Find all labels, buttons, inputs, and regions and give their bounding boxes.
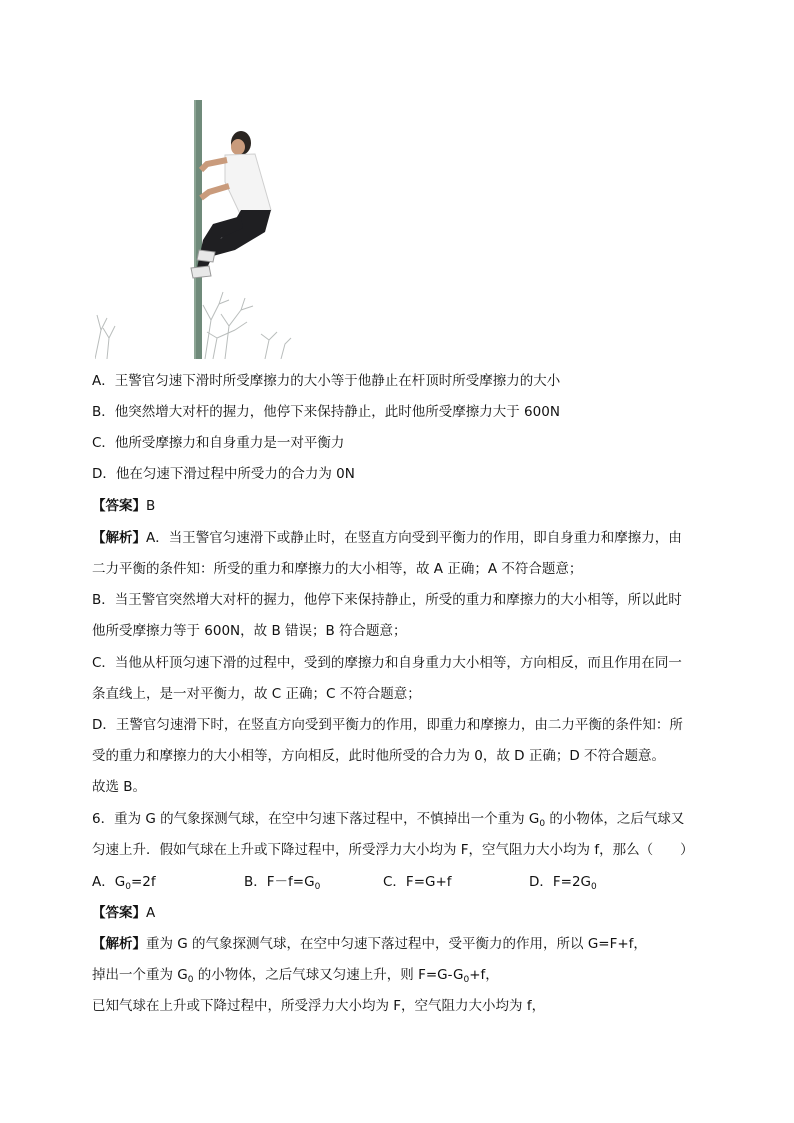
answer-line-1 [92,496,155,516]
option-c: C．他所受摩擦力和自身重力是一对平衡力 [92,435,345,451]
analysis-2-line-2: 掉出一个重为 $G_0$ 的小物体，之后气球又匀速上升，则 $F=G-G_0+f$， [92,967,499,985]
answer-value: B [146,498,156,514]
analysis-1-line-4: 他所受摩擦力等于 600N，故 B 错误；B 符合题意； [92,623,407,639]
analysis-1-line-9: 故选 B。 [92,779,147,795]
q6-option-a: A．$G_0=2f$ [92,874,156,892]
answer-line-2 [92,903,155,923]
question-6-line-2: 匀速上升．假如气球在上升或下降过程中，所受浮力大小均为 F，空气阻力大小均为 f，那么（ ） [92,842,694,858]
analysis-2-line-1: 【解析】重为 G 的气象探测气球，在空中匀速下落过程中，受平衡力的作用，所以 G=F+f， [92,936,647,952]
option-d: D．他在匀速下滑过程中所受力的合力为 0N [92,466,355,482]
answer-value: A [146,905,156,921]
option-b: B．他突然增大对杆的握力，他停下来保持静止，此时他所受摩擦力大于 600N [92,404,560,420]
analysis-1-line-7: D．王警官匀速滑下时，在竖直方向受到平衡力的作用，即重力和摩擦力，由二力平衡的条件知：所 [92,717,683,733]
analysis-1-line-2: 二力平衡的条件知：所受的重力和摩擦力的大小相等，故 A 正确；A 不符合题意； [92,561,583,577]
analysis-1-line-6: 条直线上，是一对平衡力，故 C 正确；C 不符合题意； [92,686,421,702]
q6-option-c: C．F=G+f [383,874,452,890]
answer-label: 【答案】 [92,905,146,921]
question-6-line-1: 6．重为 G 的气象探测气球，在空中匀速下落过程中，不慎掉出一个重为 $G_0$ 的小物体，之后气球又 [92,811,685,829]
pole-climber-photo [95,100,295,359]
analysis-1-line-3: B．当王警官突然增大对杆的握力，他停下来保持静止，所受的重力和摩擦力的大小相等，所以此时 [92,592,682,608]
analysis-label: 【解析】 [92,936,146,952]
option-a: A．王警官匀速下滑时所受摩擦力的大小等于他静止在杆顶时所受摩擦力的大小 [92,373,561,389]
analysis-1-line-1: 【解析】A．当王警官匀速滑下或静止时，在竖直方向受到平衡力的作用，即自身重力和摩擦力，由 [92,530,682,546]
analysis-1-line-8: 受的重力和摩擦力的大小相等，方向相反，此时他所受的合力为 0，故 D 正确；D 不符合题意。 [92,748,666,764]
answer-label: 【答案】 [92,498,146,514]
q6-option-b: B．$F-f=G_0$ [244,874,321,892]
q6-option-d: D．$F=2G_0$ [529,874,597,892]
analysis-2-line-3: 已知气球在上升或下降过程中，所受浮力大小均为 F，空气阻力大小均为 f， [92,998,546,1014]
analysis-1-line-5: C．当他从杆顶匀速下滑的过程中，受到的摩擦力和自身重力大小相等，方向相反，而且作用在同一 [92,655,682,671]
analysis-label: 【解析】 [92,530,146,546]
